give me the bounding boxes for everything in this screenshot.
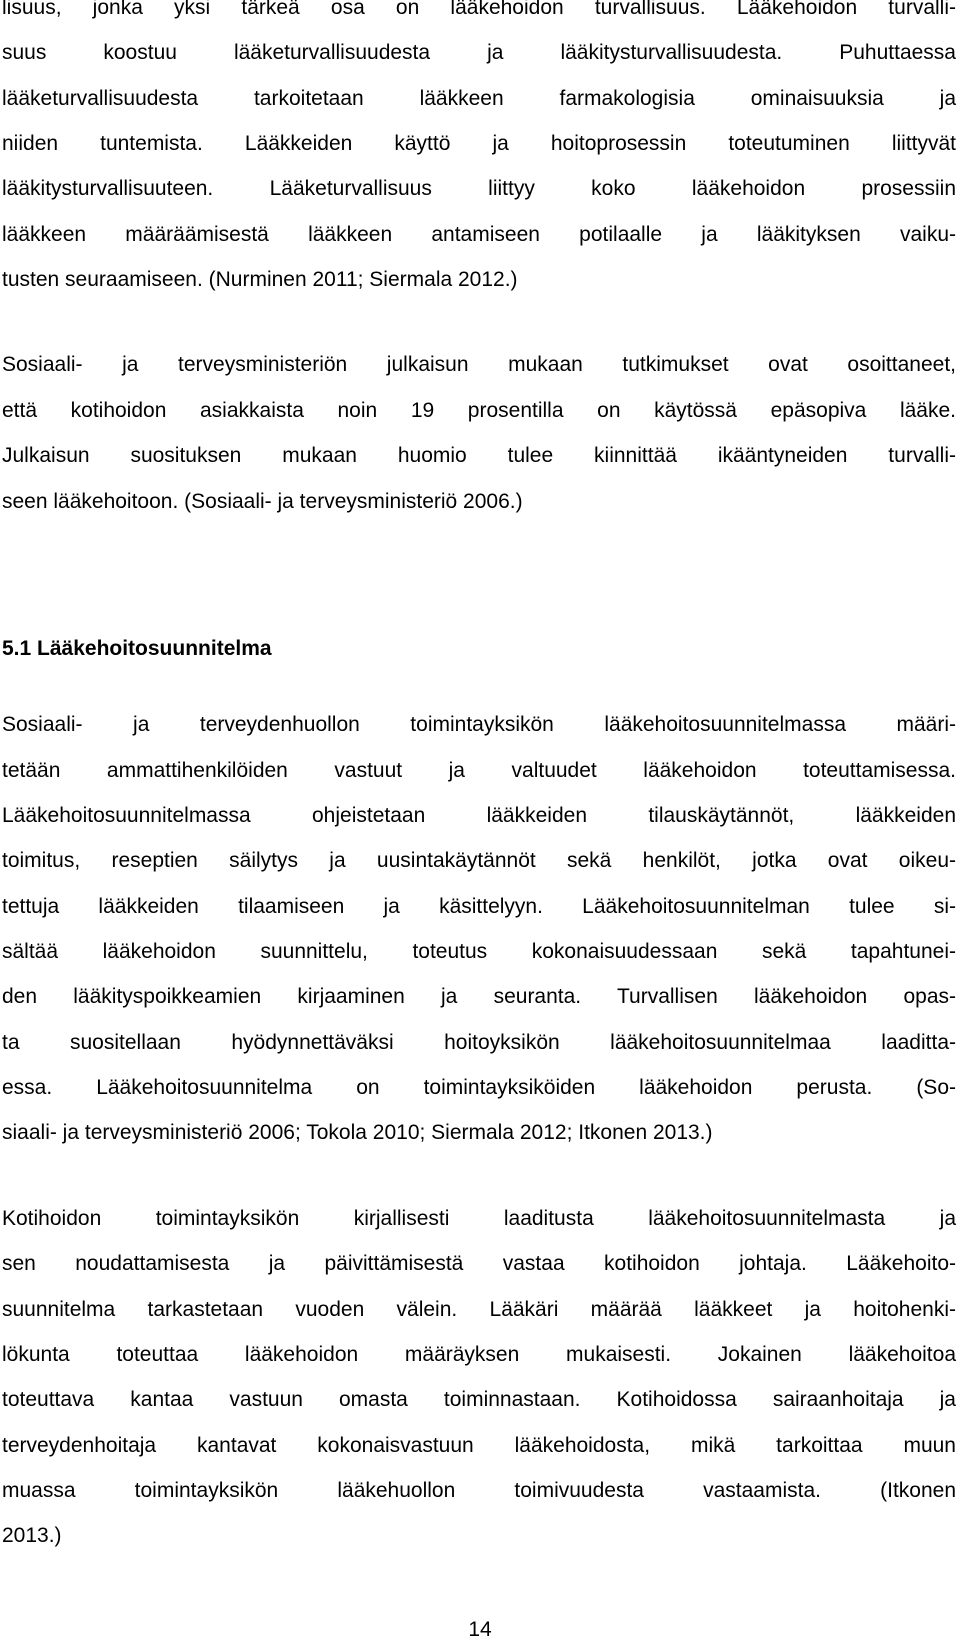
text-line: lisuus, jonka yksi tärkeä osa on lääkehoidon turvallisuus. Lääkehoidon turvalli- <box>2 0 956 19</box>
text-line: toimitus, reseptien säilytys ja uusintakäytännöt sekä henkilöt, jotka ovat oikeu- <box>2 849 956 872</box>
text-line: lökunta toteuttaa lääkehoidon määräyksen mukaisesti. Jokainen lääkehoitoa <box>2 1343 956 1366</box>
text-line: lääketurvallisuudesta tarkoitetaan lääkkeen farmakologisia ominaisuuksia ja <box>2 87 956 110</box>
text-line: sältää lääkehoidon suunnittelu, toteutus kokonaisuudessaan sekä tapahtunei- <box>2 940 956 963</box>
text-line: Julkaisun suosituksen mukaan huomio tulee kiinnittää ikääntyneiden turvalli- <box>2 444 956 467</box>
text-line: toteuttava kantaa vastuun omasta toiminnastaan. Kotihoidossa sairaanhoitaja ja <box>2 1388 956 1411</box>
text-line: Lääkehoitosuunnitelmassa ohjeistetaan lääkkeiden tilauskäytännöt, lääkkeiden <box>2 804 956 827</box>
text-line: 2013.) <box>2 1524 62 1547</box>
text-line: Kotihoidon toimintayksikön kirjallisesti laaditusta lääkehoitosuunnitelmasta ja <box>2 1207 956 1230</box>
text-line: muassa toimintayksikön lääkehuollon toimivuudesta vastaamista. (Itkonen <box>2 1479 956 1502</box>
text-line: Sosiaali- ja terveysministeriön julkaisun mukaan tutkimukset ovat osoittaneet, <box>2 353 956 376</box>
text-line: suus koostuu lääketurvallisuudesta ja lääkitysturvallisuudesta. Puhuttaessa <box>2 41 956 64</box>
text-line: seen lääkehoitoon. (Sosiaali- ja terveysministeriö 2006.) <box>2 490 523 513</box>
page-number: 14 <box>468 1618 492 1641</box>
text-line: terveydenhoitaja kantavat kokonaisvastuun lääkehoidosta, mikä tarkoittaa muun <box>2 1434 956 1457</box>
text-line: että kotihoidon asiakkaista noin 19 prosentilla on käytössä epäsopiva lääke. <box>2 399 956 422</box>
text-line: Sosiaali- ja terveydenhuollon toimintayksikön lääkehoitosuunnitelmassa määri- <box>2 713 956 736</box>
text-line: sen noudattamisesta ja päivittämisestä vastaa kotihoidon johtaja. Lääkehoito- <box>2 1252 956 1275</box>
text-line: siaali- ja terveysministeriö 2006; Tokola 2010; Siermala 2012; Itkonen 2013.) <box>2 1121 713 1144</box>
text-line: suunnitelma tarkastetaan vuoden välein. Lääkäri määrää lääkkeet ja hoitohenki- <box>2 1298 956 1321</box>
text-line: essa. Lääkehoitosuunnitelma on toimintayksiköiden lääkehoidon perusta. (So- <box>2 1076 956 1099</box>
text-line: den lääkityspoikkeamien kirjaaminen ja seuranta. Turvallisen lääkehoidon opas- <box>2 985 956 1008</box>
text-line: lääkitysturvallisuuteen. Lääketurvallisuus liittyy koko lääkehoidon prosessiin <box>2 177 956 200</box>
text-line: tusten seuraamiseen. (Nurminen 2011; Siermala 2012.) <box>2 268 518 291</box>
text-line: lääkkeen määräämisestä lääkkeen antamiseen potilaalle ja lääkityksen vaiku- <box>2 223 956 246</box>
text-line: tetään ammattihenkilöiden vastuut ja valtuudet lääkehoidon toteuttamisessa. <box>2 759 956 782</box>
text-line: ta suositellaan hyödynnettäväksi hoitoyksikön lääkehoitosuunnitelmaa laaditta- <box>2 1031 956 1054</box>
text-line: tettuja lääkkeiden tilaamiseen ja käsittelyyn. Lääkehoitosuunnitelman tulee si- <box>2 895 956 918</box>
section-heading: 5.1 Lääkehoitosuunnitelma <box>2 637 272 660</box>
text-line: niiden tuntemista. Lääkkeiden käyttö ja hoitoprosessin toteutuminen liittyvät <box>2 132 956 155</box>
